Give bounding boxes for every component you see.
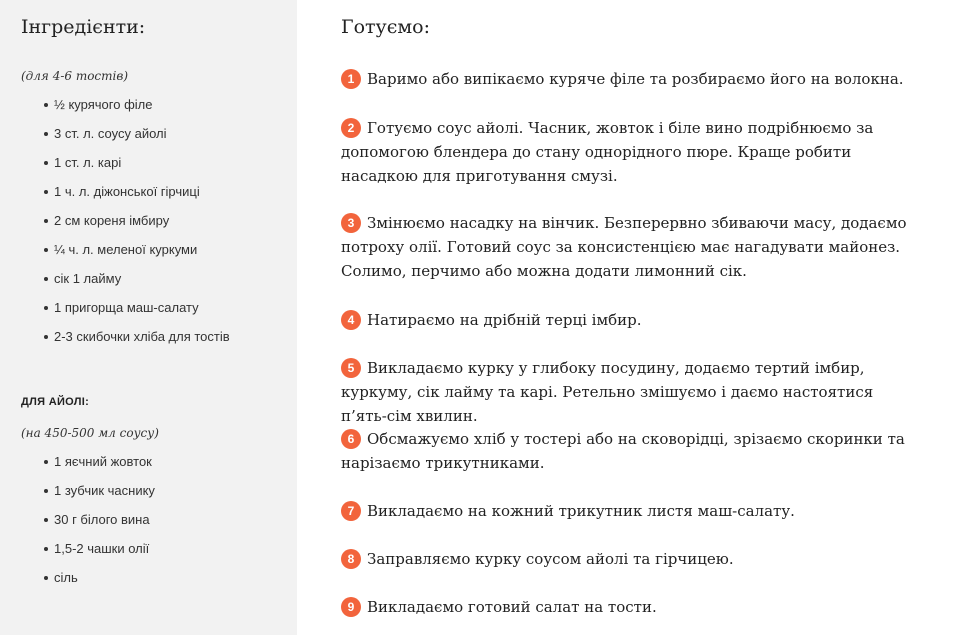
step-text: Викладаємо курку у глибоку посудину, додаємо тертий імбир, куркуму, сік лайму та карі. Ретельно змішуємо і даємо настоятися п’ять-сім хвилин. (341, 359, 874, 425)
step-text: Змінюємо насадку на вінчик. Безперервно збиваючи масу, додаємо потроху олії. Готовий соус за консистенцією має нагадувати майонез. Солимо, перчимо або можна додати лимонний сік. (341, 214, 907, 280)
serving-note: (для 4-6 тостів) (21, 69, 129, 83)
aioli-section-title: ДЛЯ АЙОЛІ: (21, 396, 90, 408)
bullet-icon (44, 103, 48, 107)
cooking-title: Готуємо: (341, 16, 430, 38)
ingredient-item: 2-3 скибочки хліба для тостів (44, 329, 230, 358)
ingredient-item: 30 г білого вина (44, 512, 155, 541)
bullet-icon (44, 132, 48, 136)
step-3 (341, 211, 921, 283)
step-1 (341, 67, 921, 91)
ingredient-item: 1 ч. л. діжонської гірчиці (44, 184, 230, 213)
step-number-badge: 9 (341, 597, 361, 617)
step-number-badge: 1 (341, 69, 361, 89)
ingredient-item: сік 1 лайму (44, 271, 230, 300)
bullet-icon (44, 547, 48, 551)
ingredient-item: ½ курячого філе (44, 97, 230, 126)
step-7 (341, 499, 921, 523)
bullet-icon (44, 190, 48, 194)
bullet-icon (44, 248, 48, 252)
ingredient-item: 1 пригорща маш-салату (44, 300, 230, 329)
step-text: Викладаємо на кожний трикутник листя маш-салату. (367, 502, 795, 520)
ingredient-item: 1 ст. л. карі (44, 155, 230, 184)
step-number-badge: 5 (341, 358, 361, 378)
ingredient-item: 1 зубчик часнику (44, 483, 155, 512)
step-number-badge: 8 (341, 549, 361, 569)
step-number-badge: 3 (341, 213, 361, 233)
ingredient-item: 1,5-2 чашки олії (44, 541, 155, 570)
step-number-badge: 2 (341, 118, 361, 138)
bullet-icon (44, 460, 48, 464)
ingredient-item: 3 ст. л. соусу айолі (44, 126, 230, 155)
step-2 (341, 116, 921, 188)
step-number-badge: 7 (341, 501, 361, 521)
step-6 (341, 427, 921, 475)
step-8 (341, 547, 921, 571)
bullet-icon (44, 219, 48, 223)
step-text: Обсмажуємо хліб у тостері або на сковорідці, зрізаємо скоринки та нарізаємо трикутниками. (341, 430, 905, 472)
ingredient-item: сіль (44, 570, 155, 599)
step-text: Заправляємо курку соусом айолі та гірчицею. (367, 550, 734, 568)
step-number-badge: 6 (341, 429, 361, 449)
step-9 (341, 595, 921, 619)
bullet-icon (44, 576, 48, 580)
bullet-icon (44, 518, 48, 522)
aioli-ingredients-list (44, 454, 155, 599)
ingredient-item: 1 яєчний жовток (44, 454, 155, 483)
step-number-badge: 4 (341, 310, 361, 330)
step-text: Натираємо на дрібній терці імбир. (367, 311, 642, 329)
step-5 (341, 356, 921, 428)
ingredient-item: ¼ ч. л. меленої куркуми (44, 242, 230, 271)
bullet-icon (44, 306, 48, 310)
ingredient-item: 2 см кореня імбиру (44, 213, 230, 242)
step-4 (341, 308, 921, 332)
bullet-icon (44, 277, 48, 281)
bullet-icon (44, 335, 48, 339)
ingredients-title: Інгредієнти: (21, 16, 146, 38)
step-text: Готуємо соус айолі. Часник, жовток і біле вино подрібнюємо за допомогою блендера до стану однорідного пюре. Краще робити насадкою для приготування смузі. (341, 119, 874, 185)
step-text: Варимо або випікаємо куряче філе та розбираємо його на волокна. (367, 70, 904, 88)
step-text: Викладаємо готовий салат на тости. (367, 598, 657, 616)
ingredients-sidebar (0, 0, 297, 635)
bullet-icon (44, 489, 48, 493)
ingredients-list (44, 97, 230, 358)
bullet-icon (44, 161, 48, 165)
aioli-note: (на 450-500 мл соусу) (21, 426, 159, 440)
